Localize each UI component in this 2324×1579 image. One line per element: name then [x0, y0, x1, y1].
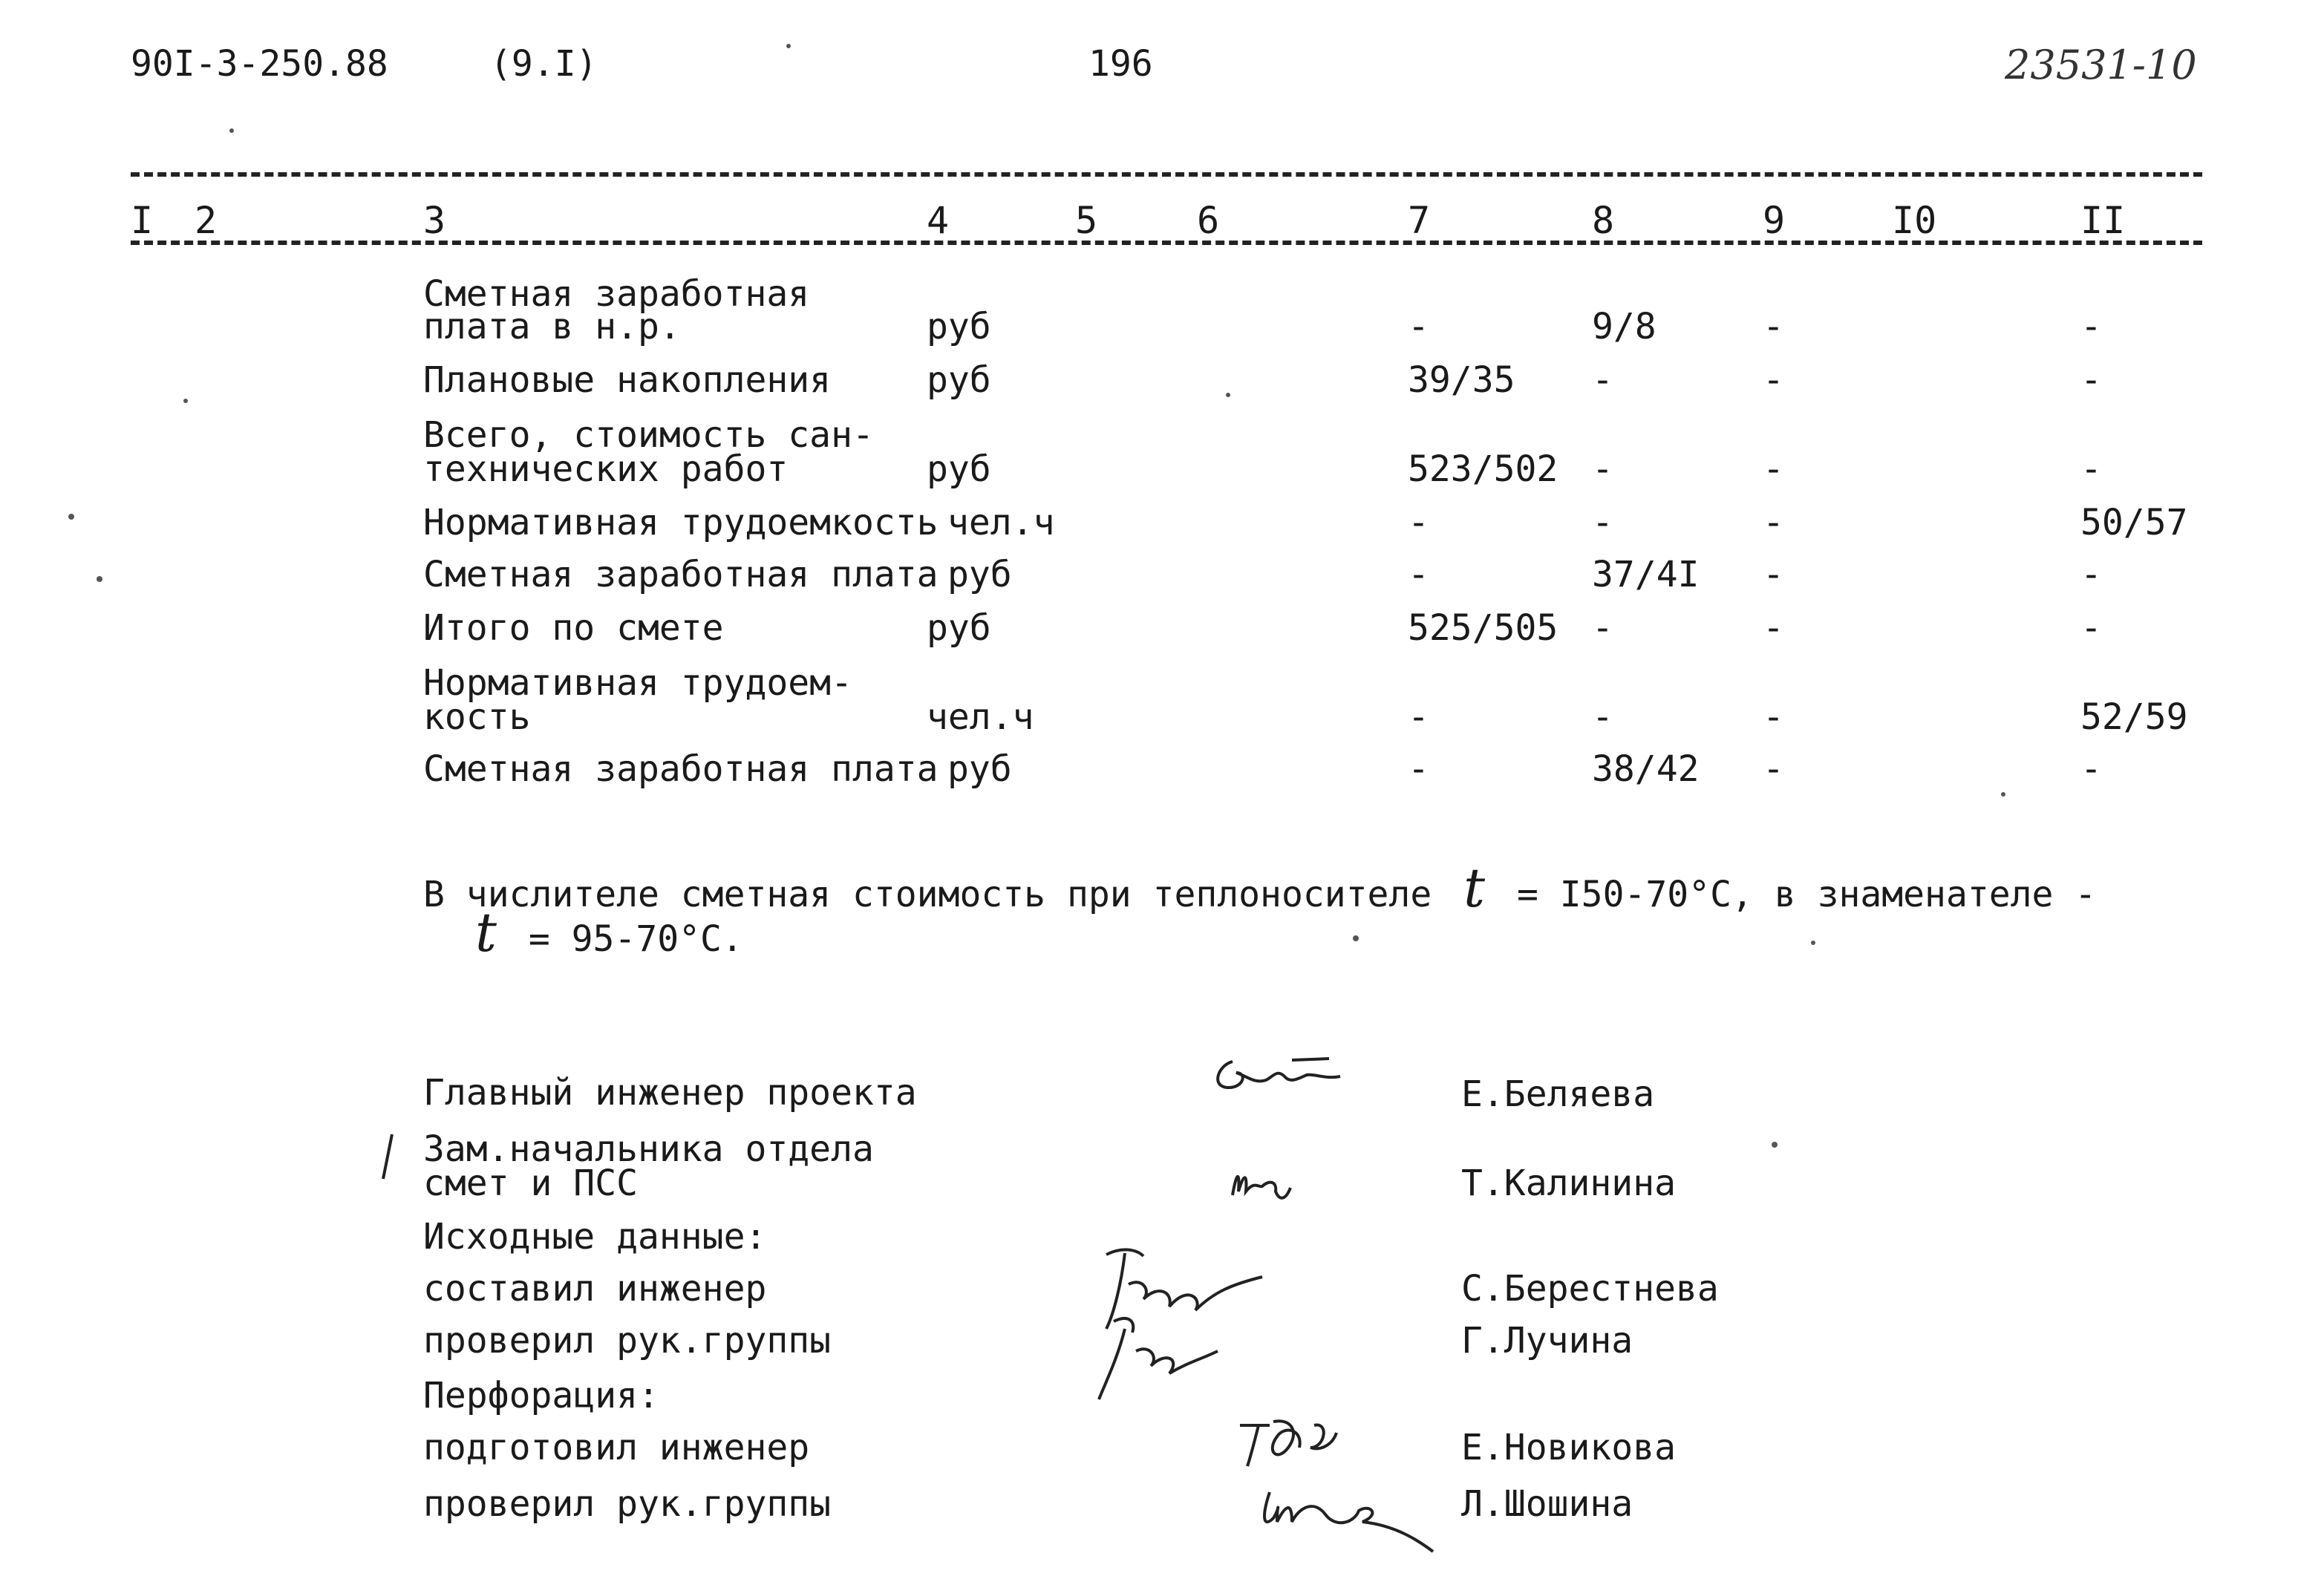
section-heading: Перфорация: — [423, 1375, 659, 1416]
footnote-value: = 95-70°С. — [528, 918, 743, 960]
row-unit: руб — [927, 359, 991, 401]
t-symbol: t — [475, 901, 497, 964]
row-unit: руб — [927, 306, 991, 347]
row-label: Плановые накопления — [423, 359, 832, 401]
cell-col8: - — [1592, 696, 1613, 738]
cell-col7: - — [1408, 306, 1429, 347]
document-code: 90I-3-250.88 — [131, 43, 388, 85]
signatory-name: Г.Лучина — [1461, 1320, 1633, 1361]
signatory-name: Е.Беляева — [1461, 1073, 1655, 1115]
column-number: 6 — [1197, 199, 1220, 242]
signatory-role: составил инженер — [423, 1268, 767, 1310]
cell-col9: - — [1763, 306, 1784, 347]
cell-col9: - — [1763, 502, 1784, 543]
cell-col11: - — [2080, 306, 2102, 347]
row-label: Всего, стоимость сан- — [423, 414, 874, 456]
signatory-name: С.Берестнева — [1461, 1268, 1719, 1310]
row-label: Нормативная трудоем- — [423, 662, 852, 704]
page-number: 196 — [1088, 43, 1153, 85]
row-unit: руб — [947, 554, 1012, 595]
cell-col8: - — [1592, 502, 1613, 543]
cell-col11: - — [2080, 359, 2102, 401]
inventory-number: 23531-10 — [2005, 42, 2197, 88]
column-number: 5 — [1075, 199, 1098, 242]
column-number: 2 — [195, 199, 218, 242]
signatory-name: Л.Шошина — [1461, 1483, 1633, 1525]
cell-col11: 52/59 — [2080, 696, 2188, 738]
cell-col7: 39/35 — [1408, 359, 1515, 401]
cell-col11: - — [2080, 554, 2102, 595]
t-symbol: t — [1463, 857, 1486, 919]
column-number: I — [131, 199, 154, 242]
row-label: Сметная заработная — [423, 273, 810, 315]
cell-col11: 50/57 — [2080, 502, 2188, 543]
cell-col8: 38/42 — [1592, 748, 1700, 790]
cell-col7: 525/505 — [1408, 607, 1558, 649]
row-unit: руб — [947, 748, 1012, 790]
row-label: технических работ — [423, 448, 789, 490]
row-unit: чел.ч — [927, 696, 1034, 738]
cell-col8: - — [1592, 448, 1613, 490]
cell-col9: - — [1763, 359, 1784, 401]
cell-col7: - — [1408, 748, 1429, 790]
footnote-text: В числителе сметная стоимость при теплоносителе — [423, 874, 1432, 915]
section-heading: Исходные данные: — [423, 1216, 767, 1258]
footnote-value: = I50-70°С, в знаменателе - — [1516, 874, 2097, 915]
column-number: 8 — [1592, 199, 1615, 242]
cell-col11: - — [2080, 448, 2102, 490]
signatory-role: проверил рук.группы — [423, 1320, 832, 1361]
row-unit: руб — [927, 607, 991, 649]
row-label: Сметная заработная плата — [423, 748, 939, 790]
column-number: I0 — [1892, 199, 1937, 242]
signatory-role: Зам.начальника отдела — [423, 1128, 874, 1170]
cell-col8: - — [1592, 607, 1613, 649]
cell-col8: 9/8 — [1592, 306, 1656, 347]
signatory-role: Главный инженер проекта — [423, 1072, 917, 1114]
signatory-role: проверил рук.группы — [423, 1483, 832, 1525]
column-number: 4 — [927, 199, 950, 242]
cell-col7: - — [1408, 696, 1429, 738]
signatory-role: подготовил инженер — [423, 1427, 810, 1468]
signatory-name: Т.Калинина — [1461, 1163, 1676, 1204]
cell-col8: 37/4I — [1592, 554, 1700, 595]
cell-col11: - — [2080, 748, 2102, 790]
column-number: 9 — [1763, 199, 1786, 242]
row-label: плата в н.р. — [423, 306, 681, 347]
cell-col7: - — [1408, 502, 1429, 543]
row-label: Сметная заработная плата — [423, 554, 939, 595]
cell-col7: - — [1408, 554, 1429, 595]
cell-col9: - — [1763, 607, 1784, 649]
cell-col9: - — [1763, 696, 1784, 738]
column-number: II — [2080, 199, 2126, 242]
cell-col11: - — [2080, 607, 2102, 649]
cell-col8: - — [1592, 359, 1613, 401]
column-number: 3 — [423, 199, 446, 242]
section-label: (9.I) — [490, 43, 598, 85]
signatory-name: Е.Новикова — [1461, 1427, 1676, 1468]
column-number: 7 — [1408, 199, 1431, 242]
row-label: Нормативная трудоемкость — [423, 502, 939, 543]
cell-col9: - — [1763, 554, 1784, 595]
cell-col7: 523/502 — [1408, 448, 1558, 490]
signatory-role: смет и ПСС — [423, 1163, 638, 1204]
row-label: Итого по смете — [423, 607, 724, 649]
row-label: кость — [423, 696, 531, 738]
row-unit: руб — [927, 448, 991, 490]
cell-col9: - — [1763, 748, 1784, 790]
cell-col9: - — [1763, 448, 1784, 490]
row-unit: чел.ч — [947, 502, 1055, 543]
